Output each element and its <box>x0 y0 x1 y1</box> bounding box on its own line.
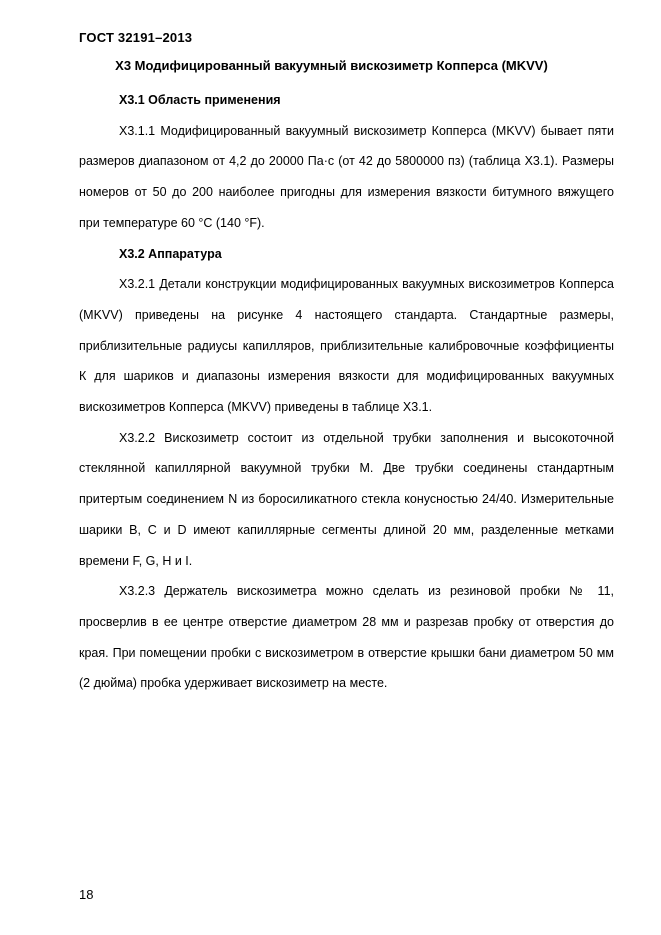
paragraph-x3-2-3: Х3.2.3 Держатель вискозиметра можно сделать из резиновой пробки № 11, просверлив в ее центре отверстие диаметром 28 мм и разрезав пробку от отверстия до края. При помещении пробки с вискозиметром в отверстие крышки бани диаметром 50 мм (2 дюйма) пробка удерживает вискозиметр на месте. <box>79 584 614 691</box>
appendix-title: Х3 Модифицированный вакуумный вискозиметр Копперса (MKVV) <box>115 58 548 73</box>
paragraph-x3-1-1: Х3.1.1 Модифицированный вакуумный вискозиметр Копперса (MKVV) бывает пяти размеров диапазоном от 4,2 до 20000 Па·с (от 42 до 5800000 пз) (таблица Х3.1). Размеры номеров от 50 до 200 наиболее пригодны для измерения вязкости битумного вяжущего при температуре 60 °С (140 °F). <box>79 123 614 230</box>
page-number: 18 <box>79 887 94 902</box>
paragraph-x3-2-2: Х3.2.2 Вискозиметр состоит из отдельной трубки заполнения и высокоточной стеклянной капиллярной вакуумной трубки М. Две трубки соединены стандартным притертым соединением N из боросиликатного стекла конусностью 24/40. Измерительные шарики В, С и D имеют капиллярные сегменты длиной 20 мм, разделенные метками времени F, G, H и I. <box>79 430 614 568</box>
document-body <box>79 85 614 699</box>
paragraph-x3-2-1: Х3.2.1 Детали конструкции модифицированных вакуумных вискозиметров Копперса (MKVV) приведены на рисунке 4 настоящего стандарта. Стандартные размеры, приблизительные радиусы капилляров, приблизительные калибровочные коэффициенты К для шариков и диапазоны измерения вязкости для модифицированных вакуумных вискозиметров Копперса (MKVV) приведены в таблице Х3.1. <box>79 277 614 415</box>
section-heading-apparatus: Х3.2 Аппаратура <box>119 246 222 261</box>
document-id: ГОСТ 32191–2013 <box>79 30 193 45</box>
section-heading-scope: Х3.1 Область применения <box>119 93 281 107</box>
